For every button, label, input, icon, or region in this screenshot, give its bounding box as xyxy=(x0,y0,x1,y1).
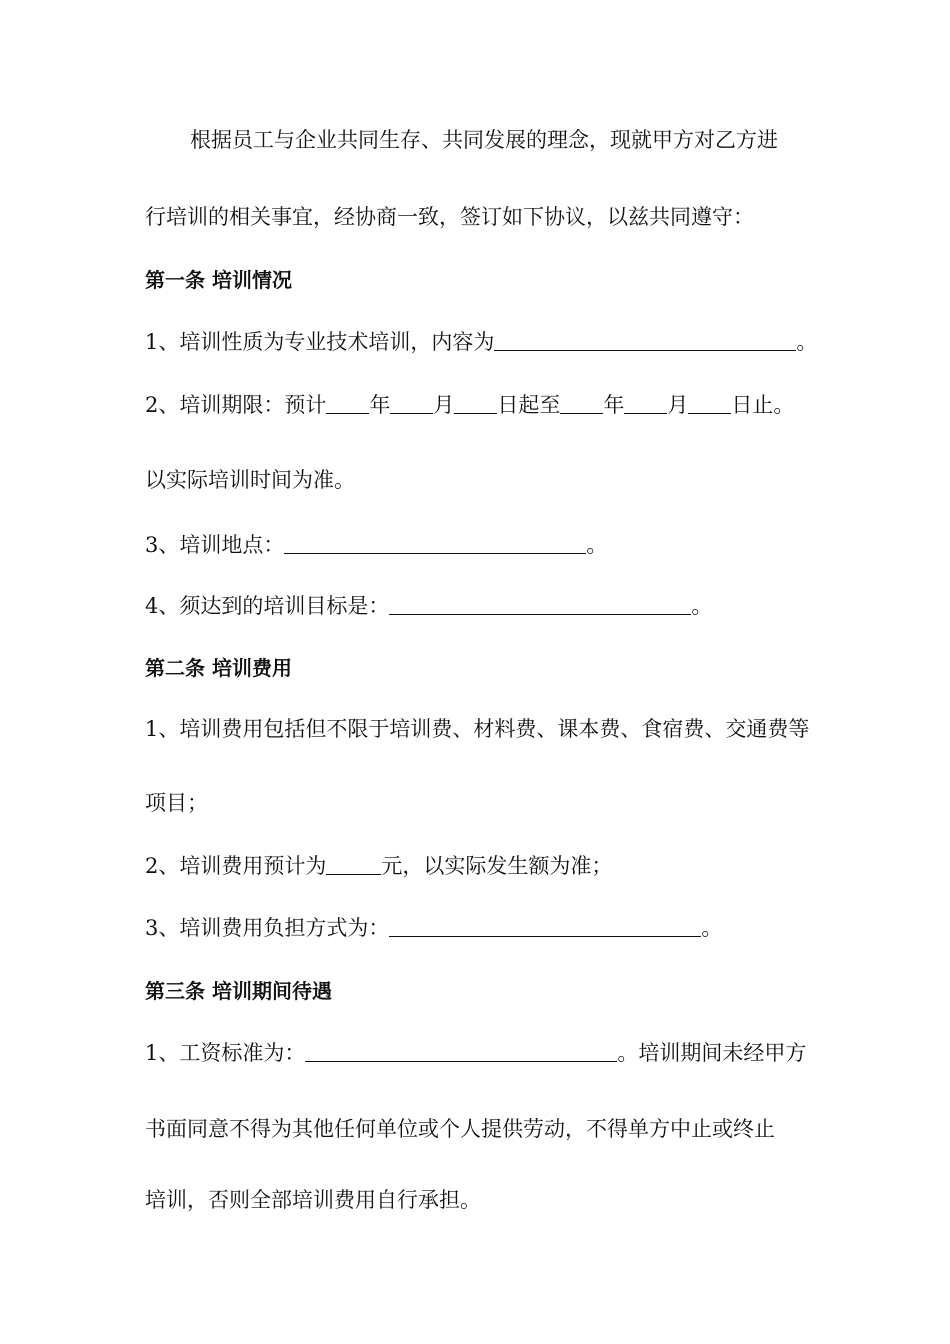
article-1-item-3 xyxy=(145,530,607,560)
article-3-item-1-line-3: 培训，否则全部培训费用自行承担。 xyxy=(145,1188,481,1212)
intro-line-1: 根据员工与企业共同生存、共同发展的理念，现就甲方对乙方进 xyxy=(190,128,778,152)
item-text: 。培训期间未经甲方 xyxy=(617,1041,807,1065)
start-month-blank[interactable] xyxy=(390,393,433,414)
article-3-item-1 xyxy=(145,1038,806,1068)
item-text: 年 xyxy=(603,393,625,417)
article-1-item-2 xyxy=(145,390,794,420)
item-text: 4、须达到的培训目标是： xyxy=(145,594,390,618)
start-day-blank[interactable] xyxy=(454,393,497,414)
start-year-blank[interactable] xyxy=(326,393,369,414)
item-text: 2、培训费用预计为 xyxy=(145,854,327,878)
item-text: 。 xyxy=(701,916,723,940)
item-text: 。 xyxy=(691,594,713,618)
item-text: 3、培训地点： xyxy=(145,533,285,557)
item-text: 年 xyxy=(369,393,391,417)
end-month-blank[interactable] xyxy=(624,393,667,414)
article-3-item-1-line-2: 书面同意不得为其他任何单位或个人提供劳动，不得单方中止或终止 xyxy=(145,1117,775,1141)
item-text: 1、工资标准为： xyxy=(145,1041,306,1065)
item-text: 日止。 xyxy=(731,393,795,417)
article-2-item-1-line-2: 项目； xyxy=(145,791,208,815)
item-text: 月 xyxy=(433,393,455,417)
item-text: 元，以实际发生额为准； xyxy=(381,854,613,878)
content-blank[interactable] xyxy=(494,330,796,351)
location-blank[interactable] xyxy=(284,533,586,554)
cost-blank[interactable] xyxy=(326,854,381,875)
goal-blank[interactable] xyxy=(389,594,691,615)
article-3-heading: 第三条 培训期间待遇 xyxy=(145,979,332,1003)
payment-method-blank[interactable] xyxy=(389,916,701,937)
item-text: 3、培训费用负担方式为： xyxy=(145,916,390,940)
article-1-heading: 第一条 培训情况 xyxy=(145,268,292,292)
intro-line-2: 行培训的相关事宜，经协商一致，签订如下协议，以兹共同遵守： xyxy=(145,205,754,229)
article-1-item-4 xyxy=(145,591,712,621)
item-text: 1、培训性质为专业技术培训，内容为 xyxy=(145,330,495,354)
salary-blank[interactable] xyxy=(305,1041,617,1062)
item-text: 月 xyxy=(667,393,689,417)
article-1-item-2-cont: 以实际培训时间为准。 xyxy=(145,468,355,492)
article-2-item-2 xyxy=(145,851,612,881)
end-year-blank[interactable] xyxy=(560,393,603,414)
item-text: 。 xyxy=(796,330,818,354)
end-day-blank[interactable] xyxy=(688,393,731,414)
item-text: 日起至 xyxy=(497,393,561,417)
article-2-item-3 xyxy=(145,913,722,943)
article-2-item-1-line-1: 1、培训费用包括但不限于培训费、材料费、课本费、食宿费、交通费等 xyxy=(145,717,810,741)
item-text: 。 xyxy=(586,533,608,557)
item-text: 2、培训期限：预计 xyxy=(145,393,327,417)
article-1-item-1 xyxy=(145,327,817,357)
article-2-heading: 第二条 培训费用 xyxy=(145,656,292,680)
